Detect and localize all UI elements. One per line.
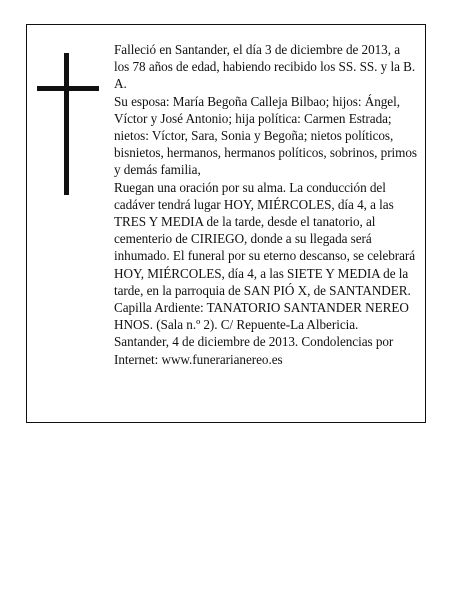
family-list: Su esposa: María Begoña Calleja Bilbao; hijos: Ángel, Víctor y José Antonio; hija política: Carmen Estrada; nietos: Víctor, Sara, Sonia y Begoña; nietos políticos, bisnietos, hermanos, hermanos políticos, sobrinos, primos y demás familia, <box>114 93 418 178</box>
cross-vertical-bar <box>64 53 69 195</box>
cross-horizontal-bar <box>37 86 99 91</box>
obituary-notice <box>26 24 426 423</box>
cross-icon <box>37 53 99 195</box>
notice-text <box>114 41 418 368</box>
funeral-details: Ruegan una oración por su alma. La conducción del cadáver tendrá lugar HOY, MIÉRCOLES, día 4, a las TRES Y MEDIA de la tarde, desde el tanatorio, al cementerio de CIRIEGO, donde a su llegada será inhumado. El funeral por su eterno descanso, se celebrará HOY, MIÉRCOLES, día 4, a las SIETE Y MEDIA de la tarde, en la parroquia de SAN PIÓ X, de SANTANDER. Capilla Ardiente: TANATORIO SANTANDER NEREO HNOS. (Sala n.º 2). C/ Repuente-La Albericia. <box>114 179 416 333</box>
death-announcement: Falleció en Santander, el día 3 de diciembre de 2013, a los 78 años de edad, habiendo recibido los SS. SS. y la B. A. <box>114 42 416 92</box>
date-and-condolences: Santander, 4 de diciembre de 2013. Condolencias por Internet: www.funerarianereo.es <box>114 334 394 367</box>
